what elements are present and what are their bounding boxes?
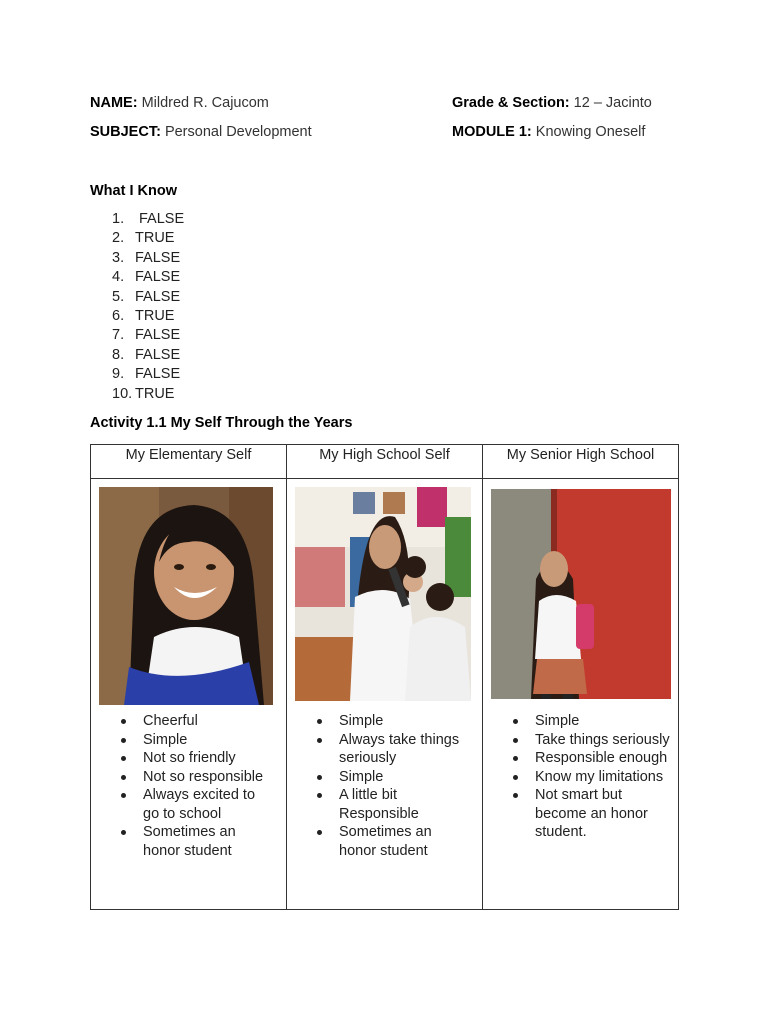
elementary-photo	[99, 487, 273, 705]
trait-text: Not smart but become an honor student.	[535, 787, 648, 840]
answer-number: 7.	[112, 327, 125, 344]
answer-list	[90, 210, 184, 404]
answer-item	[90, 268, 184, 287]
trait-text: A little bit Responsible	[339, 787, 419, 822]
answer-value: FALSE	[135, 366, 181, 383]
answer-number: 2.	[112, 230, 125, 247]
trait-item	[99, 731, 271, 750]
answer-number: 3.	[112, 249, 125, 266]
trait-item	[295, 786, 469, 823]
module-field	[452, 123, 645, 141]
answer-number: 4.	[112, 269, 125, 286]
answer-number: 10.	[112, 385, 133, 402]
answer-item	[90, 346, 184, 365]
trait-text: Simple	[339, 713, 384, 729]
answer-number: 9.	[112, 366, 125, 383]
trait-text: Sometimes an honor student	[339, 824, 432, 859]
answer-item	[90, 288, 184, 307]
trait-item	[99, 712, 271, 731]
column-header-high-school: My High School Self	[287, 445, 483, 479]
trait-text: Not so responsible	[143, 768, 264, 785]
activity-title: Activity 1.1 My Self Through the Years	[90, 415, 353, 431]
trait-item	[99, 786, 271, 823]
trait-item	[295, 712, 469, 731]
cell-elementary	[91, 479, 287, 910]
module-label: MODULE 1:	[452, 124, 532, 140]
trait-item	[99, 823, 271, 860]
subject-label: SUBJECT:	[90, 124, 161, 140]
table-body-row	[91, 479, 679, 910]
trait-item	[491, 749, 671, 768]
senior-high-traits-list	[491, 712, 671, 842]
trait-text: Responsible enough	[535, 750, 668, 766]
trait-text: Sometimes an honor student	[143, 824, 236, 859]
answer-value: FALSE	[135, 346, 181, 363]
answer-value: TRUE	[135, 385, 175, 402]
trait-text: Simple	[339, 768, 384, 785]
answer-number: 5.	[112, 288, 125, 305]
answer-item	[90, 365, 184, 384]
high-school-traits-list	[295, 712, 469, 860]
answer-item	[90, 210, 184, 229]
trait-item	[99, 749, 271, 768]
trait-text: Know my limitations	[535, 768, 664, 785]
activity-table	[90, 444, 679, 910]
answer-value: FALSE	[139, 211, 185, 227]
trait-text: Simple	[535, 713, 580, 729]
grade-label: Grade & Section:	[452, 95, 570, 111]
subject-field	[90, 123, 312, 141]
elementary-traits-list	[99, 712, 271, 860]
subject-value: Personal Development	[164, 124, 312, 140]
answer-item	[90, 249, 184, 268]
name-value: Mildred R. Cajucom	[141, 95, 269, 111]
trait-item	[491, 712, 671, 731]
trait-item	[491, 768, 671, 787]
answer-value: TRUE	[135, 230, 175, 247]
answer-item	[90, 326, 184, 345]
trait-item	[295, 731, 469, 768]
module-value: Knowing Oneself	[535, 124, 646, 140]
answer-number: 1.	[112, 211, 125, 227]
trait-item	[491, 786, 671, 842]
cell-senior-high	[483, 479, 679, 910]
answer-value: FALSE	[135, 288, 181, 305]
high-school-photo	[295, 487, 471, 701]
senior-high-photo	[491, 489, 671, 699]
answer-item	[90, 229, 184, 248]
trait-item	[295, 823, 469, 860]
answer-item	[90, 385, 184, 404]
answer-value: FALSE	[135, 249, 181, 266]
name-label: NAME:	[90, 95, 138, 111]
answer-value: FALSE	[135, 269, 181, 286]
cell-high-school	[287, 479, 483, 910]
name-field	[90, 94, 269, 112]
grade-value: 12 – Jacinto	[573, 95, 652, 111]
trait-text: Cheerful	[143, 713, 198, 729]
answer-number: 8.	[112, 346, 125, 363]
trait-text: Always excited to go to school	[143, 787, 256, 822]
trait-text: Always take things seriously	[339, 731, 460, 766]
answer-value: TRUE	[135, 308, 175, 325]
answer-number: 6.	[112, 308, 125, 325]
grade-section-field	[452, 94, 652, 112]
trait-item	[99, 768, 271, 787]
what-i-know-title: What I Know	[90, 183, 177, 199]
column-header-senior-high: My Senior High School	[483, 445, 679, 479]
answer-value: FALSE	[135, 327, 181, 344]
trait-text: Simple	[143, 731, 188, 748]
table-header-row	[91, 445, 679, 479]
column-header-elementary: My Elementary Self	[91, 445, 287, 479]
trait-item	[491, 731, 671, 750]
answer-item	[90, 307, 184, 326]
trait-item	[295, 768, 469, 787]
trait-text: Take things seriously	[535, 731, 670, 748]
trait-text: Not so friendly	[143, 750, 236, 766]
